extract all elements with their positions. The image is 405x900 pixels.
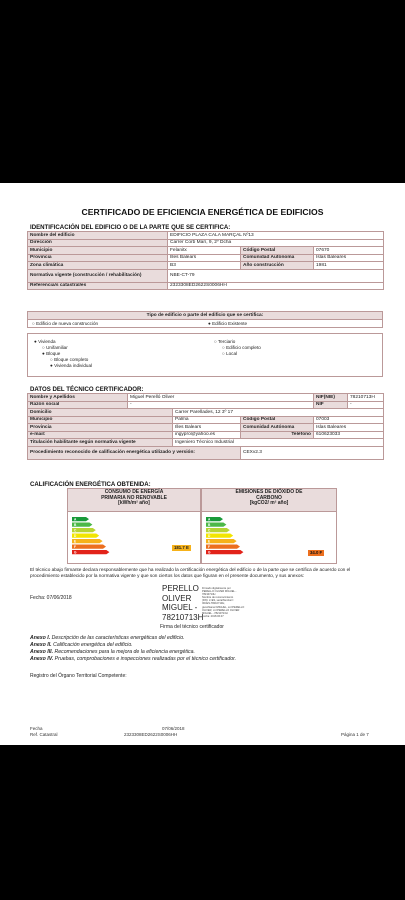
email-label: e-mail: <box>28 431 173 439</box>
emissions-bar-label-c: C <box>208 528 211 533</box>
tech-nif-value: 78210713H <box>348 394 384 402</box>
address-label: Dirección <box>28 239 168 247</box>
table-row <box>28 239 384 247</box>
annex-4: Anexo IV. Pruebas, comprobaciones e inspecciones realizadas por el técnico certificador. <box>30 656 237 662</box>
phone-value: 610623033 <box>314 431 384 439</box>
table-row <box>28 401 384 409</box>
consumption-bar-label-f: F <box>74 544 76 549</box>
signature-name: PERELLO OLIVER MIGUEL - 78210713H <box>162 584 204 622</box>
emissions-bar-g <box>206 550 243 554</box>
climate-zone-label: Zona climática <box>28 262 168 270</box>
footer-ref-value: 2323308ED2622S0006HH <box>124 732 178 737</box>
tech-postal-label: Código Postal <box>241 416 314 424</box>
building-name-value: EDIFICIO PLAZA CALA MARÇAL Nº13 <box>168 232 384 240</box>
document-title: CERTIFICADO DE EFICIENCIA ENERGÉTICA DE EDIFICIOS <box>81 207 324 217</box>
bloque-option: ● Bloque <box>42 351 61 356</box>
table-row <box>28 262 384 270</box>
tech-community-value: Islas Baleares <box>314 424 384 432</box>
registry-text: Registro del Órgano Territorial Competente: <box>30 673 127 679</box>
nif2-value: - <box>348 401 384 409</box>
declaration-text: El técnico abajo firmante declara responsablemente que ha realizado la certificación energética del edificio o de la parte que se certifica de acuerdo con el procedimiento establecido por la normativa vigente y que son ciertos los datos que figuran en el presente documento, y sus anexos: <box>30 567 351 578</box>
identification-table <box>27 231 384 290</box>
signature-date: Fecha: 07/06/2018 <box>30 595 72 601</box>
emissions-chart-title: EMISIONES DE DIÓXIDO DE CARBONO [kgCO2/ m² año] <box>202 489 336 512</box>
consumption-bar-label-e: E <box>74 539 77 544</box>
tech-municipality-value: Palma <box>173 416 241 424</box>
annex-3: Anexo III. Recomendaciones para la mejora de la eficiencia energética. <box>30 649 195 655</box>
tech-province-label: Provincia <box>28 424 173 432</box>
table-row <box>28 282 384 290</box>
province-value: Illes Balears <box>168 254 241 262</box>
cadastral-label: Referencia/s catastral/es <box>28 282 168 290</box>
consumption-rating-value: 181.7 E <box>174 545 189 550</box>
certificate-page <box>0 183 405 745</box>
construction-year-value: 1981 <box>314 262 384 270</box>
new-building-option: ○ Edificio de nueva construcción <box>32 321 99 326</box>
tech-nif-label: NIF(NIE) <box>314 394 348 402</box>
procedure-value: CEXv2.3 <box>241 446 384 459</box>
table-row <box>28 416 384 424</box>
emissions-rating-value: 34.0 F <box>310 550 323 555</box>
building-type-box <box>27 311 383 328</box>
norm-label: Normativa vigente (construcción / rehabilitación) <box>28 269 168 282</box>
unifamiliar-option: ○ Unifamiliar <box>42 345 68 350</box>
table-row <box>28 254 384 262</box>
footer-date-value: 07/06/2018 <box>162 726 185 731</box>
community-value: Islas Baleares <box>314 254 384 262</box>
edificio-completo-option: ○ Edificio completo <box>222 345 261 350</box>
bloque-completo-option: ○ Bloque completo <box>50 357 89 362</box>
table-row <box>28 431 384 439</box>
municipality-label: Municipio <box>28 247 168 255</box>
climate-zone-value: B3 <box>168 262 241 270</box>
community-label: Comunidad Autónoma <box>241 254 314 262</box>
procedure-label: Procedimiento reconocido de calificación energética utilizado y versión: <box>28 446 241 459</box>
table-row <box>28 439 384 447</box>
table-row <box>28 409 384 417</box>
existing-building-option: ● Edificio Existente <box>208 321 248 326</box>
vivienda-individual-option: ● Vivienda individual <box>50 363 93 368</box>
consumption-chart <box>67 488 201 564</box>
annex-2: Anexo II. Calificación energética del edificio. <box>30 642 133 648</box>
emissions-scale-bars <box>202 512 336 564</box>
annex-1: Anexo I. Descripción de las características energéticas del edificio. <box>30 635 185 641</box>
table-row <box>28 269 384 282</box>
degree-label: Titulación habilitante según normativa vigente <box>28 439 173 447</box>
tech-community-label: Comunidad Autónoma <box>241 424 314 432</box>
consumption-chart-title: CONSUMO DE ENERGÍA PRIMARIA NO RENOVABLE [kWh/m² año] <box>68 489 200 512</box>
terciario-option: ○ Terciario <box>214 339 236 344</box>
building-name-label: Nombre del edificio <box>28 232 168 240</box>
tech-name-value: Miguel Perelló Oliver <box>128 394 314 402</box>
rating-heading: CALIFICACIÓN ENERGÉTICA OBTENIDA: <box>30 481 151 488</box>
email-value: ingypro@yahoo.es <box>173 431 241 439</box>
table-row <box>28 394 384 402</box>
emissions-bar-label-g: G <box>208 550 211 555</box>
page-number: Página 1 de 7 <box>341 732 369 737</box>
identification-heading: IDENTIFICACIÓN DEL EDIFICIO O DE LA PARTE QUE SE CERTIFICA: <box>30 224 231 231</box>
emissions-bar-e <box>206 539 237 543</box>
tech-address-label: Domicilio <box>28 409 173 417</box>
tech-name-label: Nombre y Apellidos <box>28 394 128 402</box>
nif2-label: NIF <box>314 401 348 409</box>
consumption-bar-label-a: A <box>74 517 77 522</box>
technician-heading: DATOS DEL TÉCNICO CERTIFICADOR: <box>30 386 144 393</box>
tech-address-value: Carrer Parellades, 12 3º 17 <box>173 409 384 417</box>
emissions-bar-label-a: A <box>208 517 211 522</box>
social-value: - <box>128 401 314 409</box>
consumption-bar-label-g: G <box>74 550 77 555</box>
postal-code-value: 07670 <box>314 247 384 255</box>
norm-value: NBE-CT-79 <box>168 269 384 282</box>
construction-year-label: Año construcción <box>241 262 314 270</box>
consumption-bar-label-d: D <box>74 533 77 538</box>
building-type-heading: Tipo de edificio o parte del edificio que se certifica: <box>28 312 382 320</box>
tech-municipality-label: Municipio <box>28 416 173 424</box>
address-value: Carrer Corb Marí, 9, 2º Dcha <box>168 239 384 247</box>
consumption-bar-g <box>72 550 109 554</box>
phone-label: Teléfono <box>241 431 314 439</box>
footer-date-label: Fecha <box>30 726 43 731</box>
cadastral-value: 2323308ED2622S0006HH <box>168 282 384 290</box>
municipality-value: Felanitx <box>168 247 241 255</box>
local-option: ○ Local <box>222 351 238 356</box>
use-type-box <box>27 333 383 377</box>
emissions-bar-label-e: E <box>208 539 211 544</box>
degree-value: Ingeniero Técnico Industrial <box>173 439 384 447</box>
consumption-bar-label-c: C <box>74 528 77 533</box>
consumption-bar-label-b: B <box>74 522 77 527</box>
consumption-bar-e <box>72 539 103 543</box>
footer-ref-label: Ref. Catastral <box>30 732 58 737</box>
technician-table <box>27 393 384 460</box>
consumption-bar-f <box>72 545 106 549</box>
emissions-chart <box>201 488 337 564</box>
table-row <box>28 446 384 459</box>
vivienda-option: ● Vivienda <box>34 339 56 344</box>
table-row <box>28 247 384 255</box>
postal-code-label: Código Postal <box>241 247 314 255</box>
table-row <box>28 232 384 240</box>
consumption-scale-bars <box>68 512 200 564</box>
table-row <box>28 424 384 432</box>
province-label: Provincia <box>28 254 168 262</box>
emissions-bar-label-b: B <box>208 522 211 527</box>
tech-postal-value: 07003 <box>314 416 384 424</box>
emissions-bar-label-f: F <box>208 544 210 549</box>
tech-province-value: Illes Balears <box>173 424 241 432</box>
emissions-bar-label-d: D <box>208 533 211 538</box>
digital-signature-stamp: Firmado digitalmente por PERELLO OLIVER MIGUEL - 78210713H Nombre de reconocimiento (DN): c=ES, serialNumber= IDCES-78210713H, givenName=MIGUEL, sn=PERELLO OLIVER, cn=PERELLO OLIVER MIGUEL - 78210713H Fecha: 2018.06.07 <box>202 587 245 618</box>
emissions-bar-f <box>206 545 240 549</box>
social-label: Razón social <box>28 401 128 409</box>
signature-caption: Firma del técnico certificador <box>160 624 224 630</box>
